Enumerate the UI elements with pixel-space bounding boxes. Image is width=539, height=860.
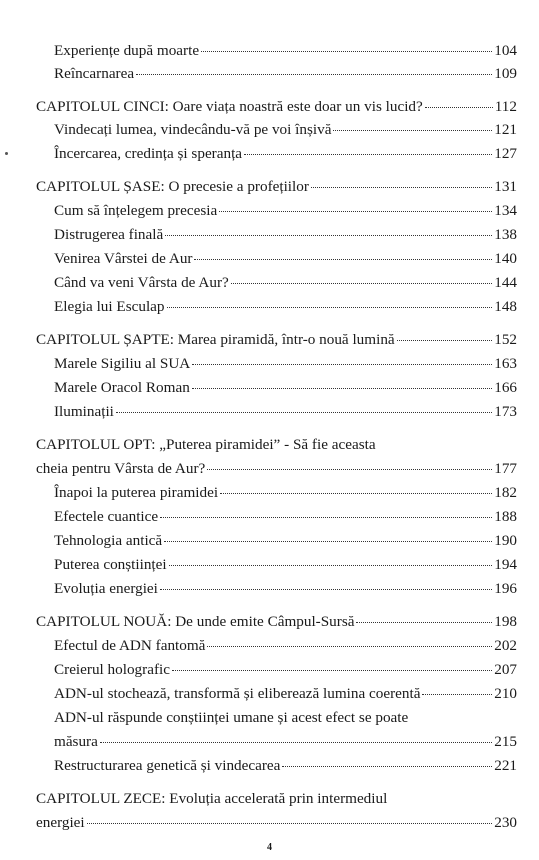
toc-entry-page: 230 <box>494 814 517 831</box>
toc-entry-page: 152 <box>494 331 517 348</box>
toc-entry <box>54 637 517 655</box>
dot-leader <box>167 307 493 308</box>
dot-leader <box>219 211 492 212</box>
dot-leader <box>194 259 492 260</box>
toc-entry <box>54 298 517 316</box>
toc-entry <box>54 42 517 60</box>
toc-entry <box>54 580 517 598</box>
toc-entry-page: 194 <box>494 556 517 573</box>
toc-chapter-title: CAPITOLUL ZECE: Evoluția accelerată prin intermediul <box>36 790 388 807</box>
toc-entry-page: 207 <box>494 661 517 678</box>
dot-leader <box>207 469 492 470</box>
dot-leader <box>425 107 493 108</box>
toc-chapter-title: CAPITOLUL ȘASE: O precesie a profețiilor <box>36 178 309 195</box>
toc-entry <box>54 532 517 550</box>
toc-entry-page: 190 <box>494 532 517 549</box>
toc-entry-page: 196 <box>494 580 517 597</box>
toc-entry-title: Efectele cuantice <box>54 508 159 525</box>
toc-entry <box>54 379 517 397</box>
dot-leader <box>172 670 492 671</box>
toc-entry-title: Reîncarnarea <box>54 65 135 82</box>
toc-entry <box>54 685 517 703</box>
toc-chapter-title-cont: energiei <box>36 814 85 831</box>
toc-entry-title: Restructurarea genetică și vindecarea <box>54 757 281 774</box>
dot-leader <box>160 517 492 518</box>
toc-entry-page: 121 <box>494 121 517 138</box>
dot-leader <box>333 130 492 131</box>
toc-entry <box>54 484 517 502</box>
toc-entry-title: Cum să înțelegem precesia <box>54 202 218 219</box>
toc-entry-page: 109 <box>494 65 517 82</box>
dot-leader <box>164 541 492 542</box>
toc-chapter-title-line1 <box>36 790 517 808</box>
toc-entry-title: Experiențe după moarte <box>54 42 200 59</box>
toc-chapter-title: CAPITOLUL OPT: „Puterea piramidei” - Să fie aceasta <box>36 436 376 453</box>
toc-entry-page: 173 <box>494 403 517 420</box>
toc-entry-title: Evoluția energiei <box>54 580 158 597</box>
toc-entry-page: 134 <box>494 202 517 219</box>
toc-entry-page: 127 <box>494 145 517 162</box>
toc-entry <box>54 355 517 373</box>
toc-chapter <box>36 98 517 116</box>
toc-entry-page: 182 <box>494 484 517 501</box>
toc-entry-page: 104 <box>494 42 517 59</box>
toc-chapter-title-cont: cheia pentru Vârsta de Aur? <box>36 460 206 477</box>
dot-leader <box>87 823 493 824</box>
toc-entry-title: Marele Oracol Roman <box>54 379 190 396</box>
dot-leader <box>192 388 492 389</box>
toc-chapter-title-line1 <box>36 436 517 454</box>
dot-leader <box>201 51 492 52</box>
stray-ink-mark <box>5 152 8 155</box>
toc-entry-title: ADN-ul răspunde conștiinței umane și acest efect se poate <box>54 709 409 726</box>
dot-leader <box>397 340 493 341</box>
toc-entry-page: 131 <box>494 178 517 195</box>
toc-entry-page: 177 <box>494 460 517 477</box>
toc-entry-title: Tehnologia antică <box>54 532 163 549</box>
toc-chapter <box>36 331 517 349</box>
toc-chapter <box>36 178 517 196</box>
page-number: 4 <box>267 842 272 853</box>
dot-leader <box>165 235 492 236</box>
toc-entry <box>54 202 517 220</box>
toc-chapter <box>36 613 517 631</box>
toc-entry-page: 112 <box>494 98 517 115</box>
dot-leader <box>356 622 492 623</box>
toc-entry-title: Când va veni Vârsta de Aur? <box>54 274 229 291</box>
toc-entry-page: 163 <box>494 355 517 372</box>
toc-entry <box>54 226 517 244</box>
dot-leader <box>100 742 492 743</box>
dot-leader <box>207 646 492 647</box>
toc-entry <box>54 508 517 526</box>
toc-entry-title: Efectul de ADN fantomă <box>54 637 206 654</box>
toc-entry-title: Venirea Vârstei de Aur <box>54 250 193 267</box>
toc-entry-title: Iluminații <box>54 403 114 420</box>
toc-entry-title: Vindecați lumea, vindecându-vă pe voi înșivă <box>54 121 332 138</box>
toc-entry-page: 215 <box>494 733 517 750</box>
dot-leader <box>160 589 492 590</box>
dot-leader <box>244 154 492 155</box>
toc-entry <box>54 757 517 775</box>
toc-entry-title: Creierul holografic <box>54 661 170 678</box>
dot-leader <box>192 364 492 365</box>
toc-entry-title: Înapoi la puterea piramidei <box>54 484 219 501</box>
toc-entry <box>54 121 517 139</box>
dot-leader <box>282 766 492 767</box>
toc-entry-title: Distrugerea finală <box>54 226 164 243</box>
dot-leader <box>422 694 492 695</box>
toc-chapter-title: CAPITOLUL CINCI: Oare viața noastră este doar un vis lucid? <box>36 98 423 115</box>
dot-leader <box>116 412 492 413</box>
toc-entry-page: 148 <box>494 298 517 315</box>
dot-leader <box>231 283 492 284</box>
toc-entry <box>54 556 517 574</box>
toc-entry-page: 140 <box>494 250 517 267</box>
toc-entry <box>54 403 517 421</box>
dot-leader <box>136 74 492 75</box>
toc-entry-page: 188 <box>494 508 517 525</box>
toc-entry <box>54 733 517 751</box>
toc-chapter-title: CAPITOLUL ȘAPTE: Marea piramidă, într-o nouă lumină <box>36 331 395 348</box>
toc-entry-title-line1 <box>54 709 517 727</box>
toc-entry-title: Elegia lui Esculap <box>54 298 165 315</box>
toc-entry-page: 144 <box>494 274 517 291</box>
toc-entry <box>54 274 517 292</box>
toc-entry-title: Încercarea, credința și speranța <box>54 145 243 162</box>
toc-chapter <box>36 460 517 478</box>
toc-entry <box>54 65 517 83</box>
toc-entry-page: 210 <box>494 685 517 702</box>
toc-entry-title-cont: măsura <box>54 733 98 750</box>
toc-entry-page: 166 <box>494 379 517 396</box>
toc-entry <box>54 661 517 679</box>
dot-leader <box>311 187 492 188</box>
dot-leader <box>169 565 493 566</box>
toc-entry-title: ADN-ul stochează, transformă și eliberează lumina coerentă <box>54 685 421 702</box>
toc-entry-page: 198 <box>494 613 517 630</box>
toc-entry-page: 221 <box>494 757 517 774</box>
toc-entry-title: Marele Sigiliu al SUA <box>54 355 191 372</box>
toc-entry-title: Puterea conștiinței <box>54 556 167 573</box>
toc-entry <box>54 145 517 163</box>
toc-chapter-title: CAPITOLUL NOUĂ: De unde emite Câmpul-Sursă <box>36 613 355 630</box>
dot-leader <box>220 493 492 494</box>
toc-entry <box>54 250 517 268</box>
toc-entry-page: 138 <box>494 226 517 243</box>
toc-entry-page: 202 <box>494 637 517 654</box>
toc-chapter <box>36 814 517 832</box>
